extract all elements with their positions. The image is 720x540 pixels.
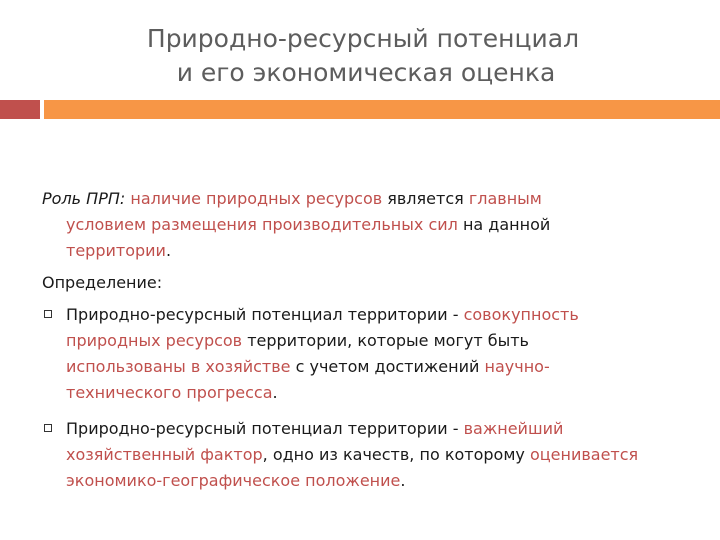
role-text-red-3: условием размещения производительных сил	[66, 215, 458, 234]
item1-text-plain-2: территории, которые могут быть	[247, 331, 529, 350]
definition-label: Определение:	[42, 273, 163, 292]
title-line-2: и его экономическая оценка	[176, 58, 556, 87]
item2-text-plain-3: .	[400, 471, 406, 490]
item2-text-red-4: экономико-географическое положение	[66, 471, 401, 490]
role-text-plain-3: .	[165, 241, 172, 260]
item2-text-plain-2: , одно из качеств, по которому	[262, 445, 525, 464]
item2-text-red-3: оценивается	[529, 445, 639, 464]
square-bullet-icon	[44, 424, 52, 432]
role-line-1	[42, 189, 542, 208]
item1-text-plain-3: с учетом достижений	[295, 357, 480, 376]
role-line-3	[42, 238, 702, 264]
item2-line-1	[66, 416, 702, 442]
item1-line-2	[66, 328, 702, 354]
accent-bar-red	[0, 100, 40, 119]
role-line-2	[42, 212, 702, 238]
list-item	[42, 302, 702, 406]
square-bullet-icon	[44, 310, 52, 318]
item1-text-red-2: природных ресурсов	[66, 331, 243, 350]
role-text-red-1: наличие природных ресурсов	[130, 189, 383, 208]
item2-line-2	[66, 442, 702, 468]
role-text-plain-1: является	[387, 189, 464, 208]
item1-line-1	[66, 302, 702, 328]
item2-text-red-2: хозяйственный фактор	[66, 445, 263, 464]
item1-text-red-5: технического прогресса	[66, 383, 273, 402]
role-text-red-2: главным	[468, 189, 542, 208]
item1-line-3	[66, 354, 702, 380]
list-item	[42, 416, 702, 494]
title-line-1: Природно-ресурсный потенциал	[146, 24, 580, 53]
slide-title	[0, 22, 720, 90]
item2-text-red-1: важнейший	[463, 419, 564, 438]
item1-text-red-1: совокупность	[463, 305, 579, 324]
item2-text-plain-1: Природно-ресурсный потенциал территории -	[66, 419, 459, 438]
item1-text-red-3: использованы в хозяйстве	[66, 357, 291, 376]
slide-body	[42, 186, 702, 494]
role-label: Роль ПРП:	[42, 189, 126, 208]
item1-text-red-4: научно-	[484, 357, 550, 376]
role-paragraph	[42, 186, 702, 264]
role-text-red-4: территории	[66, 241, 166, 260]
role-text-plain-2: на данной	[462, 215, 551, 234]
item1-line-4	[66, 380, 702, 406]
item1-text-plain-4: .	[272, 383, 278, 402]
item2-line-3	[66, 468, 702, 494]
item1-text-plain-1: Природно-ресурсный потенциал территории -	[66, 305, 459, 324]
accent-bar-orange	[44, 100, 720, 119]
